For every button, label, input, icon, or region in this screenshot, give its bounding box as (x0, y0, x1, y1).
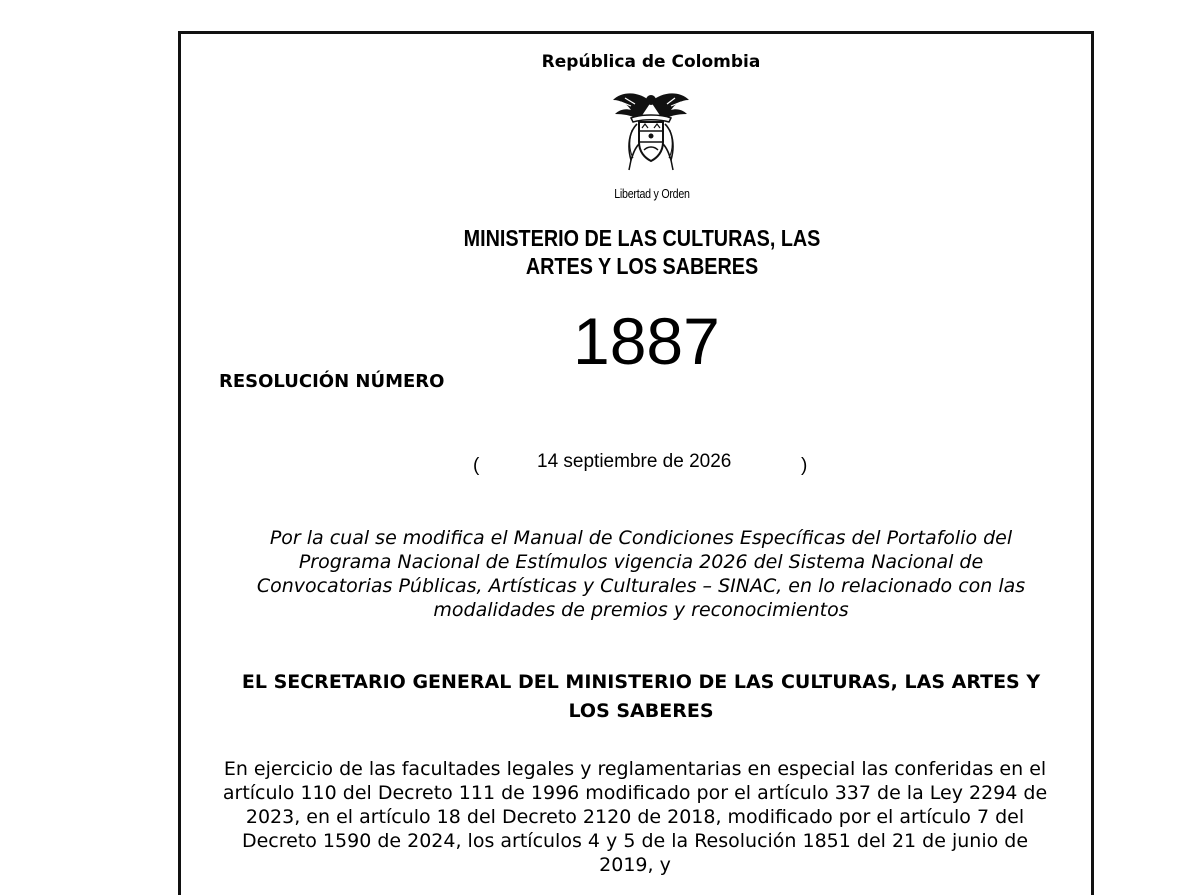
coat-of-arms-icon (601, 84, 701, 184)
preamble-paragraph (200, 757, 1070, 877)
motto: Libertad y Orden (614, 186, 690, 201)
ministry-name (90, 224, 1194, 280)
resolution-label: RESOLUCIÓN NÚMERO (219, 371, 445, 392)
resolution-subject (220, 526, 1062, 622)
preamble-line-1: En ejercicio de las facultades legales y reglamentarias en especial las conferidas en el (223, 758, 1047, 780)
date-paren-open: ( (473, 455, 480, 476)
preamble-line-4: Decreto 1590 de 2024, los artículos 4 y 5 de la Resolución 1851 del 21 de junio de (241, 830, 1029, 852)
subject-line-4: modalidades de premios y reconocimientos (433, 599, 849, 621)
subject-line-2: Programa Nacional de Estímulos vigencia 2026 del Sistema Nacional de (298, 551, 984, 573)
subject-line-1: Por la cual se modifica el Manual de Condiciones Específicas del Portafolio del (269, 527, 1013, 549)
resolution-date: 14 septiembre de 2026 (537, 451, 732, 472)
subject-line-3: Convocatorias Públicas, Artísticas y Culturales – SINAC, en lo relacionado con las (256, 575, 1026, 597)
authority-line-1: EL SECRETARIO GENERAL DEL MINISTERIO DE LAS CULTURAS, LAS ARTES Y (241, 671, 1041, 693)
resolution-number: 1887 (573, 304, 720, 378)
ministry-line-1: MINISTERIO DE LAS CULTURAS, LAS (463, 225, 821, 251)
preamble-line-2: artículo 110 del Decreto 111 de 1996 modificado por el artículo 337 de la Ley 2294 de (222, 782, 1048, 804)
authority-line-2: LOS SABERES (568, 700, 714, 722)
date-paren-close: ) (801, 455, 808, 476)
preamble-line-3: 2023, en el artículo 18 del Decreto 2120 de 2018, modificado por el artículo 7 del (245, 806, 1025, 828)
issuing-authority (214, 668, 1068, 726)
country-name: República de Colombia (541, 52, 761, 72)
preamble-line-5: 2019, y (599, 854, 671, 876)
ministry-line-2: ARTES Y LOS SABERES (525, 253, 759, 279)
